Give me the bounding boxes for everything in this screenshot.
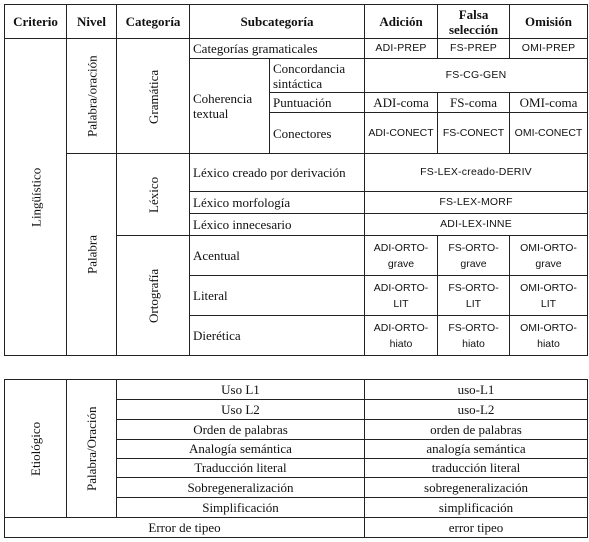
code-merged: ADI-LEX-INNE	[365, 214, 588, 236]
header-categoria: Categoría	[117, 5, 190, 39]
error-tipeo-label: Error de tipeo	[5, 518, 365, 538]
code-fs: FS-coma	[438, 93, 510, 113]
sub-literal: Literal	[190, 276, 365, 316]
code-adi: ADI-ORTO-LIT	[365, 276, 438, 316]
categoria-lexico: Léxico	[117, 154, 190, 236]
code-fs: FS-PREP	[438, 39, 510, 59]
code-fs: FS-CONECT	[438, 113, 510, 154]
etio-code: uso-L2	[365, 400, 588, 420]
categoria-ortografia: Ortografía	[117, 236, 190, 356]
sub-concordancia: Concordancia sintáctica	[270, 59, 365, 93]
code-omi: OMI-CONECT	[510, 113, 588, 154]
header-criterio: Criterio	[5, 5, 67, 39]
etio-label: Uso L2	[117, 400, 365, 420]
code-merged: FS-LEX-creado-DERIV	[365, 154, 588, 192]
table-row	[5, 380, 588, 400]
sub-lexico-innecesario: Léxico innecesario	[190, 214, 365, 236]
etio-label: Sobregeneralización	[117, 478, 365, 498]
code-adi: ADI-coma	[365, 93, 438, 113]
etio-label: Orden de palabras	[117, 420, 365, 440]
criterio-etiologico: Etiológico	[5, 380, 67, 518]
sub-puntuacion: Puntuación	[270, 93, 365, 113]
header-row	[5, 5, 588, 39]
etio-code: simplificación	[365, 498, 588, 518]
sub-lexico-derivacion: Léxico creado por derivación	[190, 154, 365, 192]
nivel-palabra: Palabra	[67, 154, 117, 356]
sub-acentual: Acentual	[190, 236, 365, 276]
etiologic-error-table	[4, 379, 588, 538]
etio-code: analogía semántica	[365, 440, 588, 459]
code-adi: ADI-ORTO-grave	[365, 236, 438, 276]
etio-code: sobregeneralización	[365, 478, 588, 498]
header-adicion: Adición	[365, 5, 438, 39]
code-fs: FS-ORTO-LIT	[438, 276, 510, 316]
code-fs: FS-ORTO-hiato	[438, 316, 510, 356]
header-nivel: Nivel	[67, 5, 117, 39]
header-falsa-seleccion: Falsa selección	[438, 5, 510, 39]
code-omi: OMI-ORTO-grave	[510, 236, 588, 276]
etio-label: Simplificación	[117, 498, 365, 518]
code-merged: FS-LEX-MORF	[365, 192, 588, 214]
sub-conectores: Conectores	[270, 113, 365, 154]
header-subcategoria: Subcategoría	[190, 5, 365, 39]
code-omi: OMI-ORTO-LIT	[510, 276, 588, 316]
table-row	[5, 39, 588, 59]
header-omision: Omisión	[510, 5, 588, 39]
code-adi: ADI-ORTO-hiato	[365, 316, 438, 356]
code-merged: FS-CG-GEN	[365, 59, 588, 93]
code-omi: OMI-PREP	[510, 39, 588, 59]
etio-label: Traducción literal	[117, 459, 365, 478]
criterio-linguistico: Lingüístico	[5, 39, 67, 356]
linguistic-error-table	[4, 4, 588, 356]
code-omi: OMI-ORTO-hiato	[510, 316, 588, 356]
nivel-palabra-oracion: Palabra/Oración	[67, 380, 117, 518]
sub-categorias-gramaticales: Categorías gramaticales	[190, 39, 365, 59]
code-fs: FS-ORTO-grave	[438, 236, 510, 276]
sub-dieretica: Dierética	[190, 316, 365, 356]
table-row	[5, 154, 588, 192]
etio-code: orden de palabras	[365, 420, 588, 440]
sub-coherencia-textual: Coherencia textual	[190, 59, 270, 154]
etio-code: uso-L1	[365, 380, 588, 400]
sub-lexico-morfologia: Léxico morfología	[190, 192, 365, 214]
categoria-gramatica: Gramática	[117, 39, 190, 154]
table-row	[5, 518, 588, 538]
nivel-palabra-oracion: Palabra/oración	[67, 39, 117, 154]
code-adi: ADI-PREP	[365, 39, 438, 59]
etio-code: traducción literal	[365, 459, 588, 478]
etio-label: Uso L1	[117, 380, 365, 400]
code-omi: OMI-coma	[510, 93, 588, 113]
code-adi: ADI-CONECT	[365, 113, 438, 154]
etio-label: Analogía semántica	[117, 440, 365, 459]
error-tipeo-code: error tipeo	[365, 518, 588, 538]
